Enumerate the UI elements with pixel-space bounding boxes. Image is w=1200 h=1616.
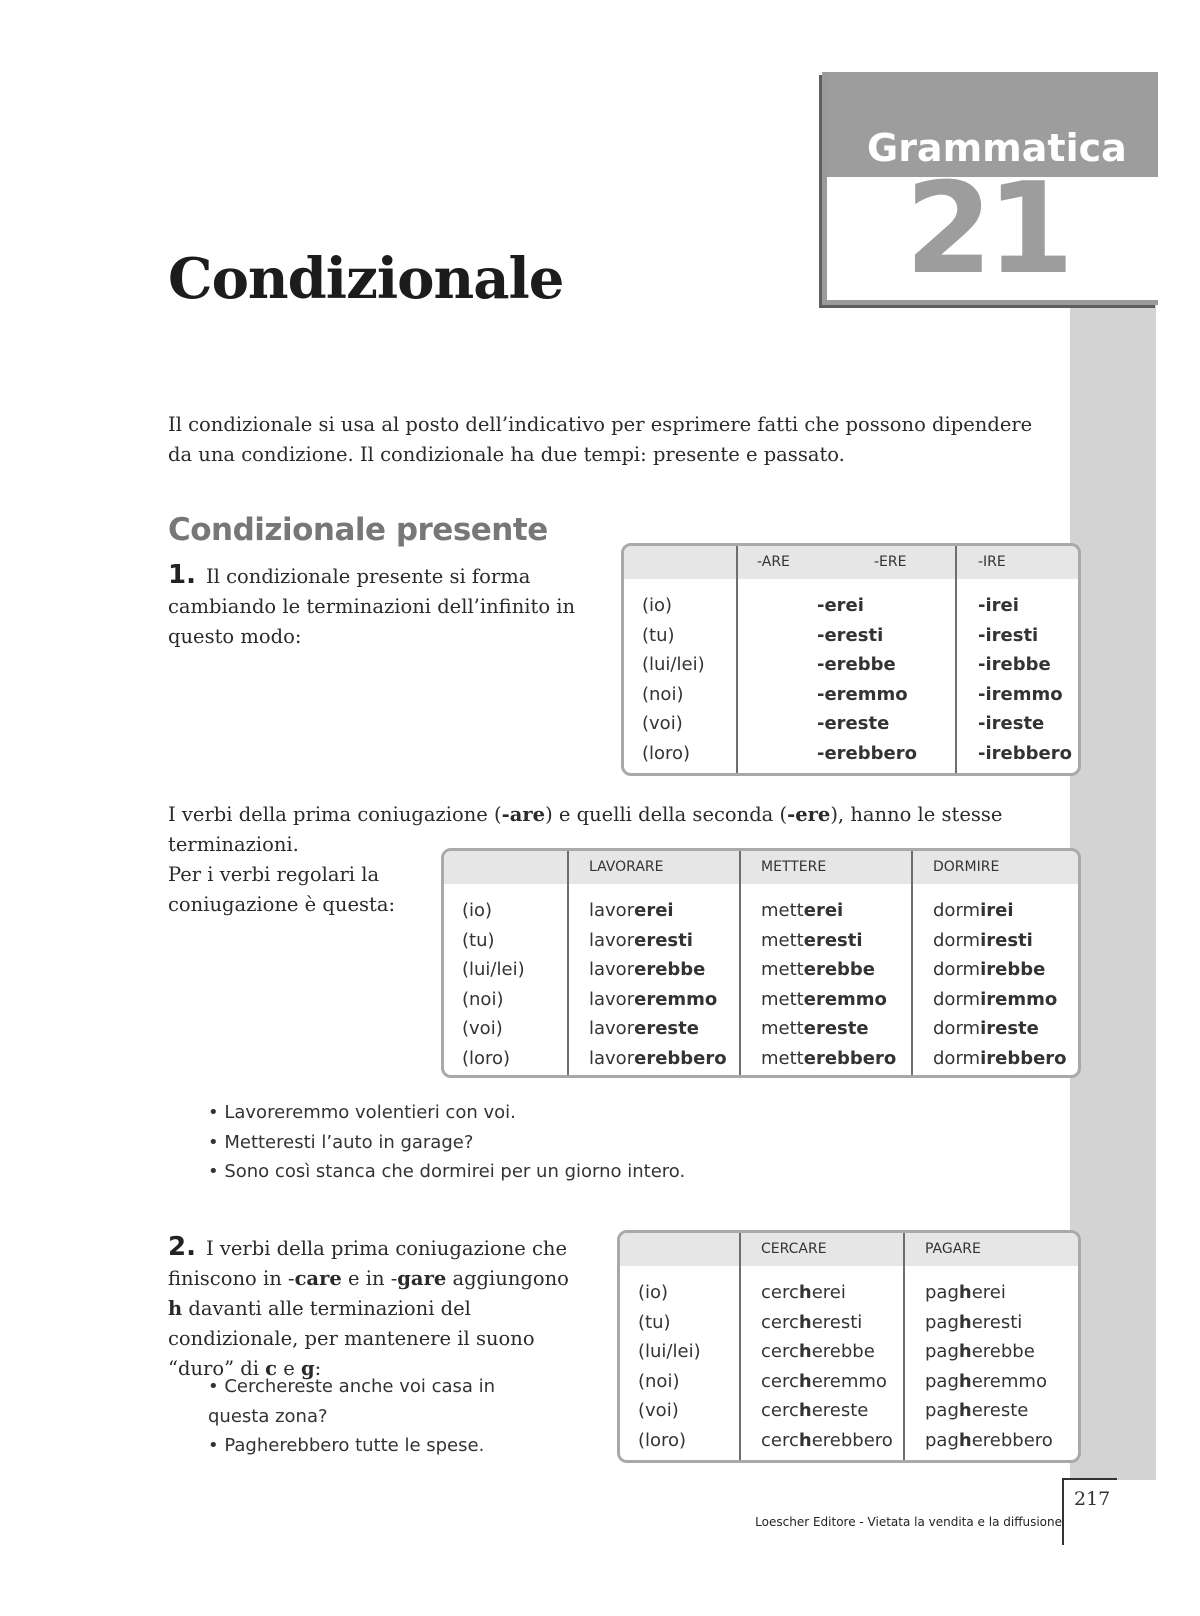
ending-cell: -erei <box>817 595 864 616</box>
verb-cell: dormirebbe <box>933 959 1046 980</box>
list-item: • Metteresti l’auto in garage? <box>208 1131 474 1153</box>
ending-cell: -erebbero <box>817 742 917 764</box>
verbs-note-text: ), hanno le stesse terminazioni. <box>168 803 1003 856</box>
list-item: • Cerchereste anche voi casa in questa zona? <box>208 1376 496 1427</box>
list-item: • Lavoreremmo volentieri con voi. <box>208 1102 516 1123</box>
side-band <box>1070 300 1156 1480</box>
chapter-badge <box>822 72 1158 305</box>
verb-cell: cercherebbero <box>761 1429 893 1451</box>
ire-endings-column <box>978 591 1072 768</box>
ending-cell: -iresti <box>978 624 1039 646</box>
table-header-row <box>624 546 1078 579</box>
verb-cell: metterebbe <box>761 959 876 980</box>
pronoun-cell: (noi) <box>638 1370 680 1392</box>
verb-cell: lavorerebbero <box>589 1047 727 1069</box>
verb-cell: mettereste <box>761 1018 869 1039</box>
header-ere: -ERE <box>874 554 907 570</box>
pronoun-cell: (lui/lei) <box>462 959 525 980</box>
header-cercare: CERCARE <box>761 1241 827 1257</box>
table-divider <box>567 851 569 1075</box>
page-title: Condizionale <box>168 246 564 312</box>
ending-cell: -irei <box>978 595 1019 616</box>
ending-cell: -ereste <box>817 713 890 734</box>
footer-notice: Loescher Editore - Vietata la vendita e la diffusione <box>755 1515 1062 1529</box>
page-number: 217 <box>1074 1488 1111 1510</box>
pronoun-cell: (voi) <box>642 713 683 734</box>
pronoun-cell: (lui/lei) <box>638 1341 701 1362</box>
table-header-row <box>620 1233 1078 1266</box>
section-title: Condizionale presente <box>168 512 548 548</box>
verb-cell: pagheremmo <box>925 1370 1047 1392</box>
header-ire: -IRE <box>978 554 1006 570</box>
pronoun-cell: (noi) <box>462 988 504 1010</box>
list-item: • Pagherebbero tutte le spese. <box>208 1435 485 1456</box>
ending-ere: -ere <box>787 803 831 826</box>
point-1-number: 1. <box>168 560 196 590</box>
point-1-text: Il condizionale presente si forma cambiando le terminazioni dell’infinito in questo modo: <box>168 565 576 648</box>
header-mettere: METTERE <box>761 859 827 875</box>
pronoun-cell: (tu) <box>642 624 675 646</box>
pronoun-cell: (lui/lei) <box>642 654 705 675</box>
ending-cell: -ireste <box>978 713 1045 734</box>
pronoun-cell: (noi) <box>642 683 684 705</box>
pronoun-cell: (loro) <box>462 1047 511 1069</box>
regular-verbs-table <box>441 848 1081 1078</box>
header-dormire: DORMIRE <box>933 859 1000 875</box>
verb-cell: metterebbero <box>761 1047 897 1069</box>
verb-cell: cercherebbe <box>761 1341 875 1362</box>
endings-table <box>621 543 1081 776</box>
ending-cell: -irebbero <box>978 742 1072 764</box>
badge-label: Grammatica <box>867 126 1127 170</box>
header-pagare: PAGARE <box>925 1241 981 1257</box>
pronoun-cell: (loro) <box>638 1429 687 1451</box>
pronoun-cell: (tu) <box>462 929 495 951</box>
header-are: -ARE <box>757 554 790 570</box>
pronoun-column <box>638 1278 701 1455</box>
intro-paragraph: Il condizionale si usa al posto dell’indicativo per esprimere fatti che possono dipendere da una condizione. Il condizionale ha due tempi: presente e passato. <box>168 413 1033 466</box>
footer-divider <box>1062 1478 1064 1545</box>
dormire-column <box>933 896 1067 1073</box>
ending-are: -are <box>501 803 546 826</box>
pagare-column <box>925 1278 1053 1455</box>
verb-cell: dormiresti <box>933 929 1033 951</box>
verb-cell: lavorereste <box>589 1018 699 1039</box>
pronoun-cell: (loro) <box>642 742 691 764</box>
regular-intro-paragraph: Per i verbi regolari la coniugazione è questa: <box>168 863 396 916</box>
ending-cell: -eremmo <box>817 683 908 705</box>
verb-cell: metteresti <box>761 929 863 951</box>
table-divider <box>903 1233 905 1460</box>
pronoun-cell: (io) <box>642 595 673 616</box>
verb-cell: pagheresti <box>925 1311 1023 1333</box>
verb-cell: cercherei <box>761 1282 846 1303</box>
are-ere-endings-column <box>817 591 917 768</box>
ending-cell: -eresti <box>817 624 884 646</box>
verb-cell: dormirei <box>933 900 1014 921</box>
pronoun-column <box>462 896 525 1073</box>
verb-cell: dormireste <box>933 1018 1039 1039</box>
table-divider <box>911 851 913 1075</box>
point-2-paragraph: 2. I verbi della prima coniugazione che finiscono in -care e in -gare aggiungono h davanti alle terminazioni del condizionale, per mantenere il suono “duro” di c e g: <box>168 1232 569 1380</box>
examples-list-2 <box>208 1372 508 1461</box>
verb-cell: cercheremmo <box>761 1370 887 1392</box>
verb-cell: dormiremmo <box>933 988 1058 1010</box>
verb-cell: pagherebbe <box>925 1341 1035 1362</box>
table-divider <box>739 851 741 1075</box>
ending-cell: -iremmo <box>978 683 1063 705</box>
pronoun-cell: (io) <box>638 1282 669 1303</box>
list-item: • Sono così stanca che dormirei per un giorno intero. <box>208 1161 686 1182</box>
chapter-number: 21 <box>905 155 1069 302</box>
care-gare-table <box>617 1230 1081 1463</box>
point-2-number: 2. <box>168 1232 196 1262</box>
pronoun-cell: (io) <box>462 900 493 921</box>
verb-cell: lavoreresti <box>589 929 693 951</box>
verb-cell: pagherei <box>925 1282 1006 1303</box>
mettere-column <box>761 896 896 1073</box>
verb-cell: lavoreremmo <box>589 988 718 1010</box>
header-lavorare: LAVORARE <box>589 859 664 875</box>
ending-cell: -irebbe <box>978 654 1051 675</box>
verb-cell: pagherebbero <box>925 1429 1053 1451</box>
verb-cell: lavorerei <box>589 900 674 921</box>
verbs-note-text: I verbi della prima coniugazione ( <box>168 803 502 826</box>
table-divider <box>736 546 738 773</box>
footer-divider <box>1062 1478 1117 1480</box>
cercare-column <box>761 1278 893 1455</box>
verb-cell: paghereste <box>925 1400 1029 1421</box>
verb-cell: cerchereste <box>761 1400 869 1421</box>
verb-cell: metteremmo <box>761 988 887 1010</box>
verbs-note-text: ) e quelli della seconda ( <box>545 803 788 826</box>
ending-cell: -erebbe <box>817 654 896 675</box>
pronoun-cell: (voi) <box>462 1018 503 1039</box>
table-divider <box>739 1233 741 1460</box>
examples-list-1 <box>208 1098 685 1187</box>
table-divider <box>955 546 957 773</box>
lavorare-column <box>589 896 727 1073</box>
verb-cell: metterei <box>761 900 844 921</box>
pronoun-column <box>642 591 705 768</box>
verb-cell: dormirebbero <box>933 1047 1067 1069</box>
verb-cell: lavorerebbe <box>589 959 706 980</box>
verb-cell: cercheresti <box>761 1311 863 1333</box>
point-1-paragraph <box>168 560 588 652</box>
pronoun-cell: (tu) <box>638 1311 671 1333</box>
pronoun-cell: (voi) <box>638 1400 679 1421</box>
